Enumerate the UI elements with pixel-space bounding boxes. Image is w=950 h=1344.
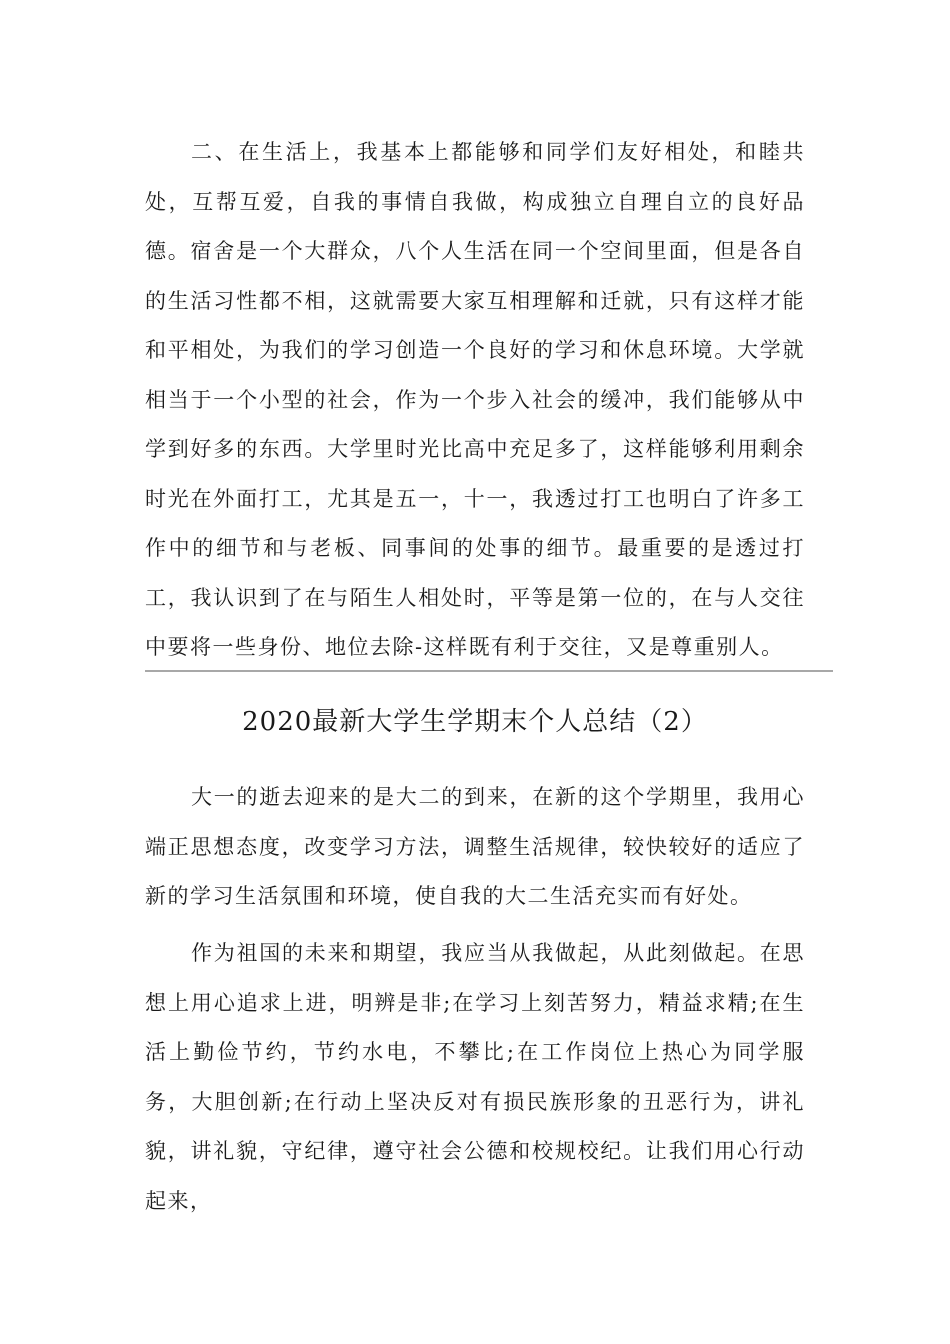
body-section-intro (145, 773, 805, 922)
paragraph-future: 作为祖国的未来和期望，我应当从我做起，从此刻做起。在思想上用心追求上进，明辨是非;在学习上刻苦努力，精益求精;在生活上勤俭节约，节约水电，不攀比;在工作岗位上热心为同学服务，大胆创新;在行动上坚决反对有损民族形象的丑恶行为，讲礼貌，讲礼貌，守纪律，遵守社会公德和校规校纪。让我们用心行动起来， (145, 941, 805, 1213)
paragraph-intro: 大一的逝去迎来的是大二的到来，在新的这个学期里，我用心端正思想态度，改变学习方法，调整生活规律，较快较好的适应了新的学习生活氛围和环境，使自我的大二生活充实而有好处。 (145, 785, 805, 908)
body-section-life (145, 128, 805, 673)
paragraph-life: 二、在生活上，我基本上都能够和同学们友好相处，和睦共处，互帮互爱，自我的事情自我做，构成独立自理自立的良好品德。宿舍是一个大群众，八个人生活在同一个空间里面，但是各自的生活习性都不相，这就需要大家互相理解和迁就，只有这样才能和平相处，为我们的学习创造一个良好的学习和休息环境。大学就相当于一个小型的社会，作为一个步入社会的缓冲，我们能够从中学到好多的东西。大学里时光比高中充足多了，这样能够利用剩余时光在外面打工，尤其是五一，十一，我透过打工也明白了许多工作中的细节和与老板、同事间的处事的细节。最重要的是透过打工，我认识到了在与陌生人相处时，平等是第一位的，在与人交往中要将一些身份、地位去除-这样既有利于交往，又是尊重别人。 (145, 140, 805, 659)
body-section-future (145, 929, 805, 1226)
section-title: 2020最新大学生学期末个人总结（2） (242, 707, 708, 737)
section-divider (145, 670, 833, 672)
